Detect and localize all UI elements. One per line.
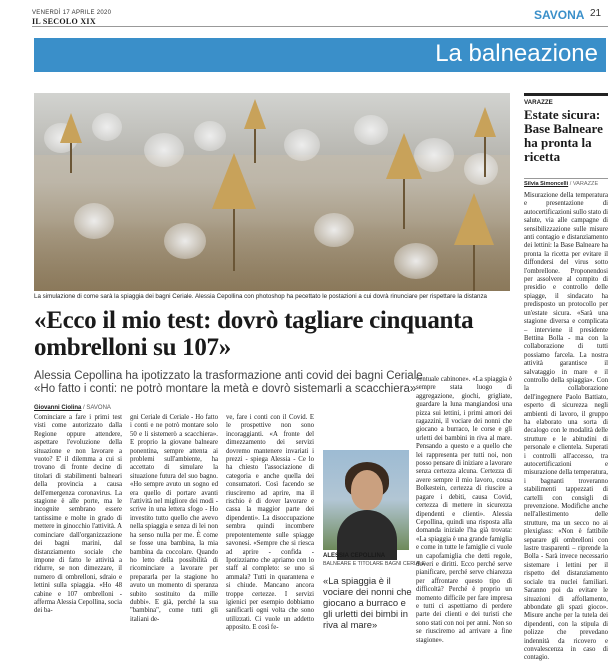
- umbrella: [212, 153, 256, 209]
- blur-patch: [284, 129, 320, 161]
- umbrella: [454, 193, 494, 245]
- page-header: [0, 0, 616, 36]
- beach-photo: [34, 93, 510, 291]
- blur-patch: [314, 213, 354, 247]
- photo-caption: La simulazione di come sarà la spiaggia dei bagni Ceriale. Alessia Cepollina con photoshop ha pecettato le postazioni a cui dovrà rinunciare per rispettare la distanza: [34, 293, 487, 300]
- umbrella: [386, 133, 422, 179]
- article-headline: «Ecco il mio test: dovrò tagliare cinquanta ombrelloni su 107»: [34, 307, 474, 361]
- issue-date: VENERDÌ 17 APRILE 2020: [32, 10, 112, 16]
- umbrella-pole: [70, 143, 72, 173]
- sidebar-kicker: VARAZZE: [524, 99, 553, 106]
- sidebar-title: Estate sicura: Base Balneare ha pronta la ricetta: [524, 107, 603, 164]
- byline-author: Giovanni Ciolina: [34, 405, 82, 411]
- sidebar-divider: [524, 178, 608, 179]
- article-column-2: gni Ceriale di Ceriale - Ho fatto i conti e ne potrò montare solo 50 e li sistemerò a scacchiera». E proprio la giovane balneare ponentina, sempre attenta ai problemi sull'ambiente, ha accettato di simulare la situazione futura del suo bagno. «Ho sempre avuto un sogno ed era quello di portare avanti l'attività nel migliore dei modi - scrive in una lettera sfogo - Ho investito tutto quello che avevo nella spiaggia e senza di lei non ha senso nulla per me. È come se fosse una bambina, la mia bambina da coccolare. Quando ho letto della possibilità di ricominciare a lavorare per prepararla per la stagione ho avuto un momento di speranza subito sostituito da mille dubbi». E già, perché la sua "bambina", come tutti gli italiani de-: [130, 414, 218, 623]
- header-rule: [32, 26, 608, 27]
- portrait-name: ALESSIA CEPOLLINA: [323, 553, 386, 559]
- portrait-photo: [323, 450, 409, 550]
- blur-patch: [354, 115, 388, 145]
- sidebar-place: / VARAZZE: [569, 181, 599, 187]
- umbrella-pole: [473, 245, 475, 291]
- city-label: SAVONA: [534, 8, 585, 22]
- umbrella-pole: [233, 209, 235, 271]
- portrait-role: BALNEARE E TITOLARE BAGNI CERIALE: [323, 561, 426, 567]
- blur-patch: [144, 133, 184, 167]
- byline-place: / SAVONA: [83, 405, 111, 411]
- blur-patch: [394, 243, 438, 279]
- umbrella-pole: [403, 179, 405, 229]
- article-column-1: Cominciare a fare i primi test visti come autorizzato dalla Regione oppure attendere, aspettare l'evoluzione della situazione e non lavorare a vuoto? E' il dilemma a cui si trovano di fronte decine di titolari di stabilimenti balneari della provincia a causa dell'emergenza coronavirus. La stagione è alle porte, ma le incognite sembrano essere tantissime e molte in grado di mettere in ginocchio l'attività. A cominciare dall'organizzazione dei bagni marini, dal distanziamento sociale che impone di fatto le attività a ridurre, se non dimezzare, il numero di ombrelloni, sdraio e lettini sulla spiaggia. «Ho 48 cabine e 107 ombrelloni - afferma Alessia Cepollina, socia dei ba-: [34, 414, 122, 615]
- masthead: IL SECOLO XIX: [32, 17, 96, 26]
- subhead-line-2: «Ho fatto i conti: ne potrò montare la metà e dovrò sistemarli a scacchiera»: [34, 383, 417, 395]
- blur-patch: [164, 223, 206, 259]
- page-number: 21: [590, 8, 602, 19]
- pull-quote: «La spiaggia è il vociare dei nonni che giocano a burraco e gli urletti dei bimbi in riva al mare»: [323, 575, 412, 630]
- article-subhead: [34, 370, 474, 396]
- sidebar-author: Silvia Simoncelli: [524, 181, 569, 187]
- umbrella: [60, 113, 82, 143]
- blur-patch: [74, 203, 114, 239]
- blur-patch: [464, 153, 498, 185]
- umbrella: [244, 99, 266, 129]
- article-column-4: ventuale cabinone». «La spiaggia è sempre stata luogo di aggregazione, giochi, grigliate, guardare la luna mangiandosi una pizza sui lettini, i primi amori dei ragazzini, il vociare dei nonni che giocano a burraco, le corse e gli urletti dei bambini in riva al mare. Pensando a questo e a quello che lei rappresenta per tutti noi, non posso pensare di iniziare a lavorare senza certezza alcuna. Certezza di avere sempre il mio lavoro, cousa Bolkestein, certezza di riuscire a pagare i debiti, causa Covid, certezza di mettere in sicurezza dipendenti e clienti». Alessia Cepollina, quindi una risposta alla domanda iniziale l'ha già trovata: «La spiaggia è una grande famiglia e come in tutte le famiglie ci vuole un capofamiglia che detti regole, doveri e diritti. Ecco perché serve pianificare, perché serve chiarezza per affrontare questo tipo di difficoltà? Perché è proprio un momento difficile per fare impresa e tutti ci aspettiamo di perdere parte dei clienti e dei turisti che sono stati con noi per anni. Non so se riusciremo ad arrivare a fine stagione».: [416, 376, 512, 644]
- umbrella: [474, 107, 496, 137]
- blur-patch: [194, 121, 226, 151]
- subhead-line-1: Alessia Cepollina ha ipotizzato la trasformazione anti covid dei bagni Ceriale: [34, 370, 423, 382]
- sidebar-byline: [524, 181, 598, 187]
- portrait-face: [351, 470, 383, 510]
- blur-patch: [92, 113, 122, 141]
- section-title: La balneazione: [435, 40, 598, 67]
- section-band: [34, 38, 606, 72]
- sidebar-rule: [524, 93, 608, 96]
- sidebar-body: Misurazione della temperatura e presentazione di autocertificazioni sullo stato di salute, via alle campagne di sensibilizzazione sulle misure anti contagio e distanziamento dei lettini: la Base Balneare ha pronta la ricetta per evitare il diffondersi del virus sotto l'ombrellone. Proponendosi per assolvere al compito di presidio e controllo delle spiagge, il sindacato ha predisposto un protocollo per un'estate sicura. «Sarà una stagione diversa e complicata – interviene il presidente Bettina Bolla - ma con la collaborazione di tutti possiamo farcela. La nostra attività garantisce il salvataggio in mare e il controllo della spiaggia». Con la collaborazione dell'ingegnere Paolo Battiato, esperto di sicurezza negli ambienti di lavoro, il gruppo ha elaborato una sorta di decalogo con le modalità delle strutture e le abitudini di personale e clientela. Superati i controlli all'accesso, tra autocertificazioni e misurazione della temperatura, i bagnanti troveranno stabilimenti tappezzati di cartelli con consigli di prevenzione. Modifiche anche nell'allestimento delle strutture, ma un secco no ai plexiglass: «Non è fattibile separare gli ombrelloni con lastre trasparenti – riprende la Bolla - Sarà invece necessario sistemare i lettini per il rispetto del distanziamento sociale tra nuclei familiari. Saranno poi da evitare le situazioni di affollamento, abbondate gli spazi gioco». Misure anche per la tutela dei dipendenti, con la stipula di polizze che prevedano indennità da ricovero e convalescenza in caso di contagio.: [524, 192, 608, 662]
- article-byline: [34, 405, 111, 411]
- article-column-3: ve, fare i conti con il Covid. E le prospettive non sono incoraggianti. «A fronte del dimezzamento dei servizi dovremo mantenere invariati i prezzi - spiega Alessia - Ce lo ha chiesto l'associazione di categoria e anche quella dei consumatori. Così facendo se riusciremo ad aprire, ma il rischio è di dover lavorare e cassa la maggior parte dei dipendenti». La disoccupazione sembra quindi incombere prepotentemente sulle spiagge savonesi. «Sempre che si riesca ad aprire - confida - Ipotizziamo che apriamo con lo staff al completo: se uno si ammala? Tutti in quarantena e si chiude. Mancano ancora troppe certezze. I servizi igienici per esempio dobbiamo sanificarli ogni volta che sono utilizzati. Ci vuole un addetto apposito. E così fe-: [226, 414, 314, 632]
- umbrella-pole: [484, 137, 486, 177]
